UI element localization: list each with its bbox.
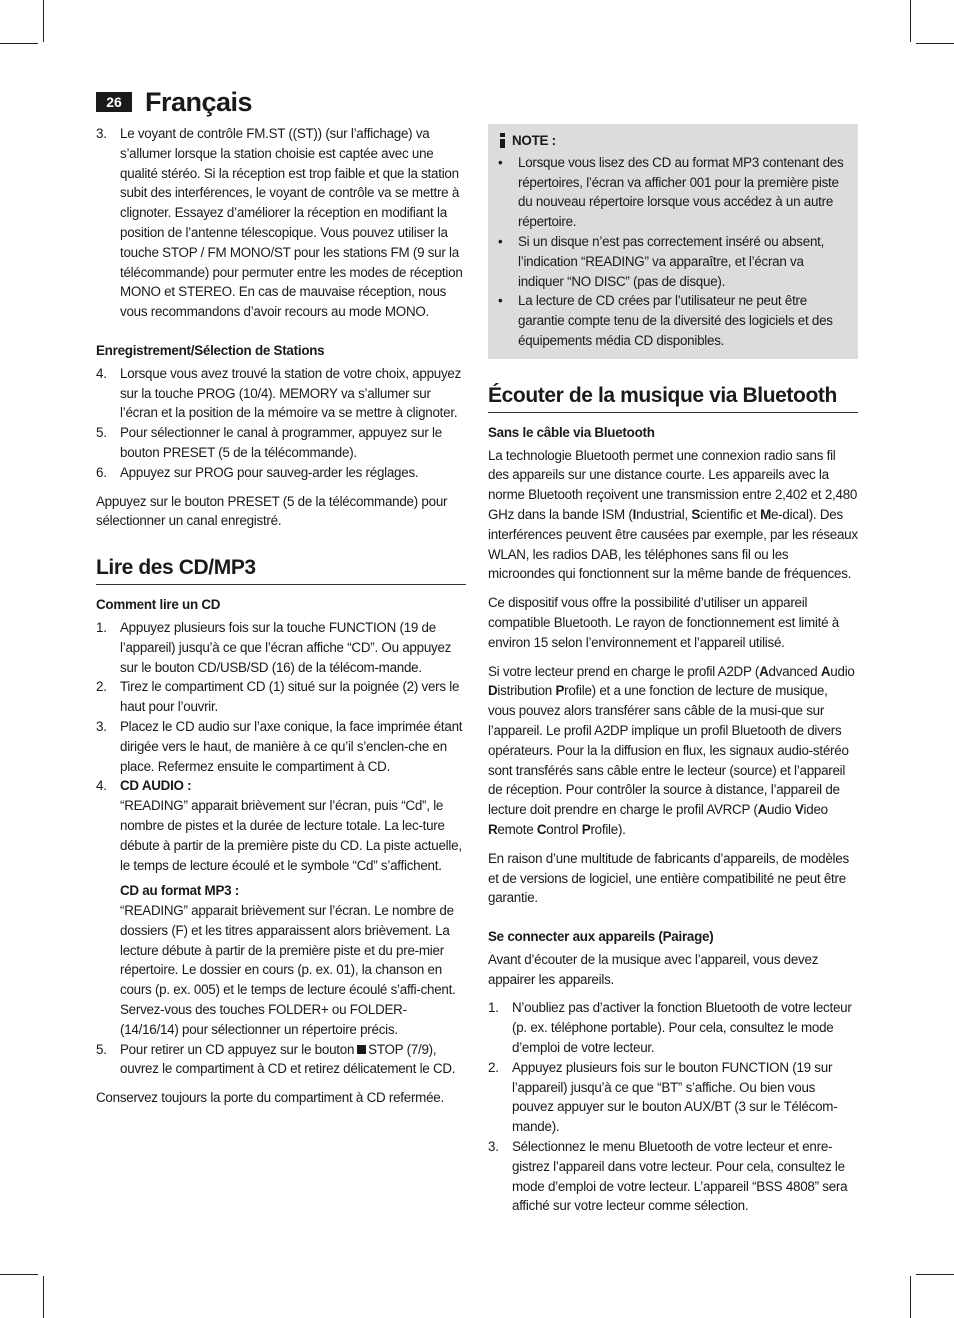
- section-heading: Lire des CD/MP3: [96, 555, 466, 585]
- right-column: [488, 124, 858, 1225]
- list-item: 5. Pour sélectionner le canal à programmer, appuyez sur le bouton PRESET (5 de la télécommande).: [96, 425, 442, 460]
- crop-mark: [43, 1276, 44, 1318]
- list-item: 1. N’oubliez pas d’activer la fonction Bluetooth de votre lecteur (p. ex. téléphone portable). Pour cela, consultez le mode d’emploi de votre lecteur.: [488, 1000, 852, 1056]
- note-box: [488, 124, 858, 359]
- crop-mark: [0, 1274, 38, 1275]
- list-item: • Si un disque n’est pas correctement inséré ou absent, l’indication “READING” va apparaître, et l’écran va indiquer “NO DISC” (pas de disque).: [498, 233, 825, 289]
- list-item: 5. Pour retirer un CD appuyez sur le bouton STOP (7/9), ouvrez le compartiment à CD et retirez délicatement le CD.: [96, 1041, 456, 1077]
- list-item: 3. Sélectionnez le menu Bluetooth de votre lecteur et enre-gistrez l’appareil dans votre lecteur. Pour cela, consultez le mode d’emploi de votre lecteur. L’appareil “BSS 4808” sera affiché sur votre lecteur comme sélection.: [488, 1139, 848, 1214]
- list-item: 3. Le voyant de contrôle FM.ST ((ST)) (sur l’affichage) va s’allumer lorsque la station choisie est captée avec une qualité stéréo. Si la réception est trop faible et que la station subit des interférences, le voyant de contrôle va se mettre à clignoter. Essayez d’améliorer la réception en modifiant la position de l’antenne télescopique. Vous pouvez utiliser la touche STOP / FM MONO/ST pour les stations FM (9 sur la télécommande) pour permuter entre les modes de réception MONO et STEREO. En cas de mauvaise réception, nous vous recommandons d’avoir recours au mode MONO.: [96, 126, 463, 320]
- crop-mark: [910, 0, 911, 42]
- note-list: [498, 153, 848, 351]
- crop-mark: [910, 1276, 911, 1318]
- note-title: NOTE :: [498, 131, 848, 151]
- section-subheading: Enregistrement/Sélection de Stations: [96, 342, 325, 358]
- paragraph: La technologie Bluetooth permet une connexion radio sans fil des appareils sur une distance courte. Les appareils avec la norme Bluetooth reçoivent une transmission entre 2,402 et 2,480 GHz dans la bande ISM (Industrial, Scientific et Me-dical). Des interférences peuvent être causées par exemple, par les réseaux WLAN, les radios DAB, les téléphones sans fil ou les microondes qui fonctionnent sur la même bande de fréquences.: [488, 447, 858, 582]
- list-item: • La lecture de CD crées par l’utilisateur ne peut être garantie compte tenu de la diversité des logiciels et des équipements média CD disponibles.: [498, 293, 833, 348]
- stop-icon: [357, 1045, 366, 1054]
- mp3-label: CD au format MP3 :: [120, 883, 240, 899]
- paragraph: Appuyez sur le bouton PRESET (5 de la télécommande) pour sélectionner un canal enregistré.: [96, 493, 448, 529]
- section-heading: Écouter de la musique via Bluetooth: [488, 383, 858, 413]
- crop-mark: [0, 43, 38, 44]
- section-subheading: Se connecter aux appareils (Pairage): [488, 929, 714, 945]
- info-icon: [498, 133, 507, 148]
- list-item: 2. Appuyez plusieurs fois sur le bouton FUNCTION (19 sur l’appareil) jusqu’à ce que “BT” s’affiche. Ou bien vous pouvez appuyer sur le bouton AUX/BT (3 sur le Télécom-mande).: [488, 1059, 838, 1135]
- list-item: 3. Placez le CD audio sur l’axe conique, la face imprimée étant dirigée vers le haut, de manière à ce qu’il s’enclen-che en place. Refermez ensuite le compartiment à CD.: [96, 718, 463, 774]
- list-item: • Lorsque vous lisez des CD au format MP3 contenant des répertoires, l’écran va afficher 001 pour la première piste du nouveau répertoire lorsque vous accédez à un autre répertoire.: [498, 154, 844, 230]
- record-steps: [96, 364, 466, 483]
- paragraph: En raison d’une multitude de fabricants d’appareils, de modèles et de versions de logiciel, une entière compatibilité ne peut être garantie.: [488, 850, 849, 906]
- left-column: [96, 124, 466, 1117]
- paragraph: Avant d’écouter de la musique avec l’appareil, vous devez appairer les appareils.: [488, 951, 819, 987]
- page-title: Français: [145, 87, 253, 117]
- section-subheading: Sans le câble via Bluetooth: [488, 424, 655, 440]
- paragraph: Si votre lecteur prend en charge le profil A2DP (Advanced Audio Distribution Profile) et a une fonction de lecture de musique, vous pouvez alors transférer sans câble de la musi-que sur l’appareil. Le profil A2DP implique un profil Bluetooth de divers opérateurs. Pour la la diffusion en flux, les signaux audio-stéréo sont transférés sans câble entre le lecteur (source) et l’appareil de réception. Pour contrôler la source à distance, l’appareil de lecture doit prendre en charge le profil AVRCP (Audio Video Remote Control Profile).: [488, 663, 855, 837]
- cd-steps: [96, 618, 466, 1079]
- cd-audio-label: CD AUDIO :: [120, 778, 192, 794]
- list-item: 6. Appuyez sur PROG pour sauveg-arder les réglages.: [96, 464, 419, 480]
- section-subheading: Comment lire un CD: [96, 597, 221, 613]
- crop-mark: [916, 1274, 954, 1275]
- pair-steps: [488, 998, 858, 1216]
- fm-steps: [96, 124, 466, 322]
- list-item: 4. CD AUDIO : “READING” apparait brièvement sur l’écran, puis “Cd”, le nombre de pistes et la durée de lecture totale. La lec-ture débute à partir de la première piste du CD. La piste actuelle, le temps de lecture écoulé et le symbole “Cd” s’affichent. CD au format MP3 : “READING” apparait brièvement sur l’écran. Le nombre de dossiers (F) et les titres apparaissent alors brièvement. La lecture débute à partir de la première piste et du pre-mier répertoire. Le dossier en cours (p. ex. 01), la chanson en cours (p. ex. 005) et le temps de lecture écoulé s’affi-chent. Servez-vous des touches FOLDER+ ou FOLDER- (14/16/14) pour sélectionner un répertoire précis.: [96, 776, 466, 1039]
- paragraph: Ce dispositif vous offre la possibilité d’utiliser un appareil compatible Bluetooth. Le rayon de fonctionnement est limité à environ 15 selon l’environnement et l’appareil utilisé.: [488, 595, 839, 650]
- list-item: 4. Lorsque vous avez trouvé la station de votre choix, appuyez sur la touche PROG (10/4). MEMORY va s’allumer sur l’écran et la position de la mémoire va se mettre à clignoter.: [96, 365, 462, 421]
- page-number: 26: [96, 92, 132, 112]
- list-item: 1. Appuyez plusieurs fois sur la touche FUNCTION (19 de l’appareil) jusqu’à ce que l’écran affiche “CD”. Ou appuyez sur le bouton CD/USB/SD (16) de la télécom-mande.: [96, 619, 452, 675]
- crop-mark: [43, 0, 44, 42]
- list-item: 2. Tirez le compartiment CD (1) situé sur la poignée (2) vers le haut pour l’ouvrir.: [96, 679, 460, 715]
- paragraph: Conservez toujours la porte du compartiment à CD refermée.: [96, 1090, 444, 1106]
- crop-mark: [916, 43, 954, 44]
